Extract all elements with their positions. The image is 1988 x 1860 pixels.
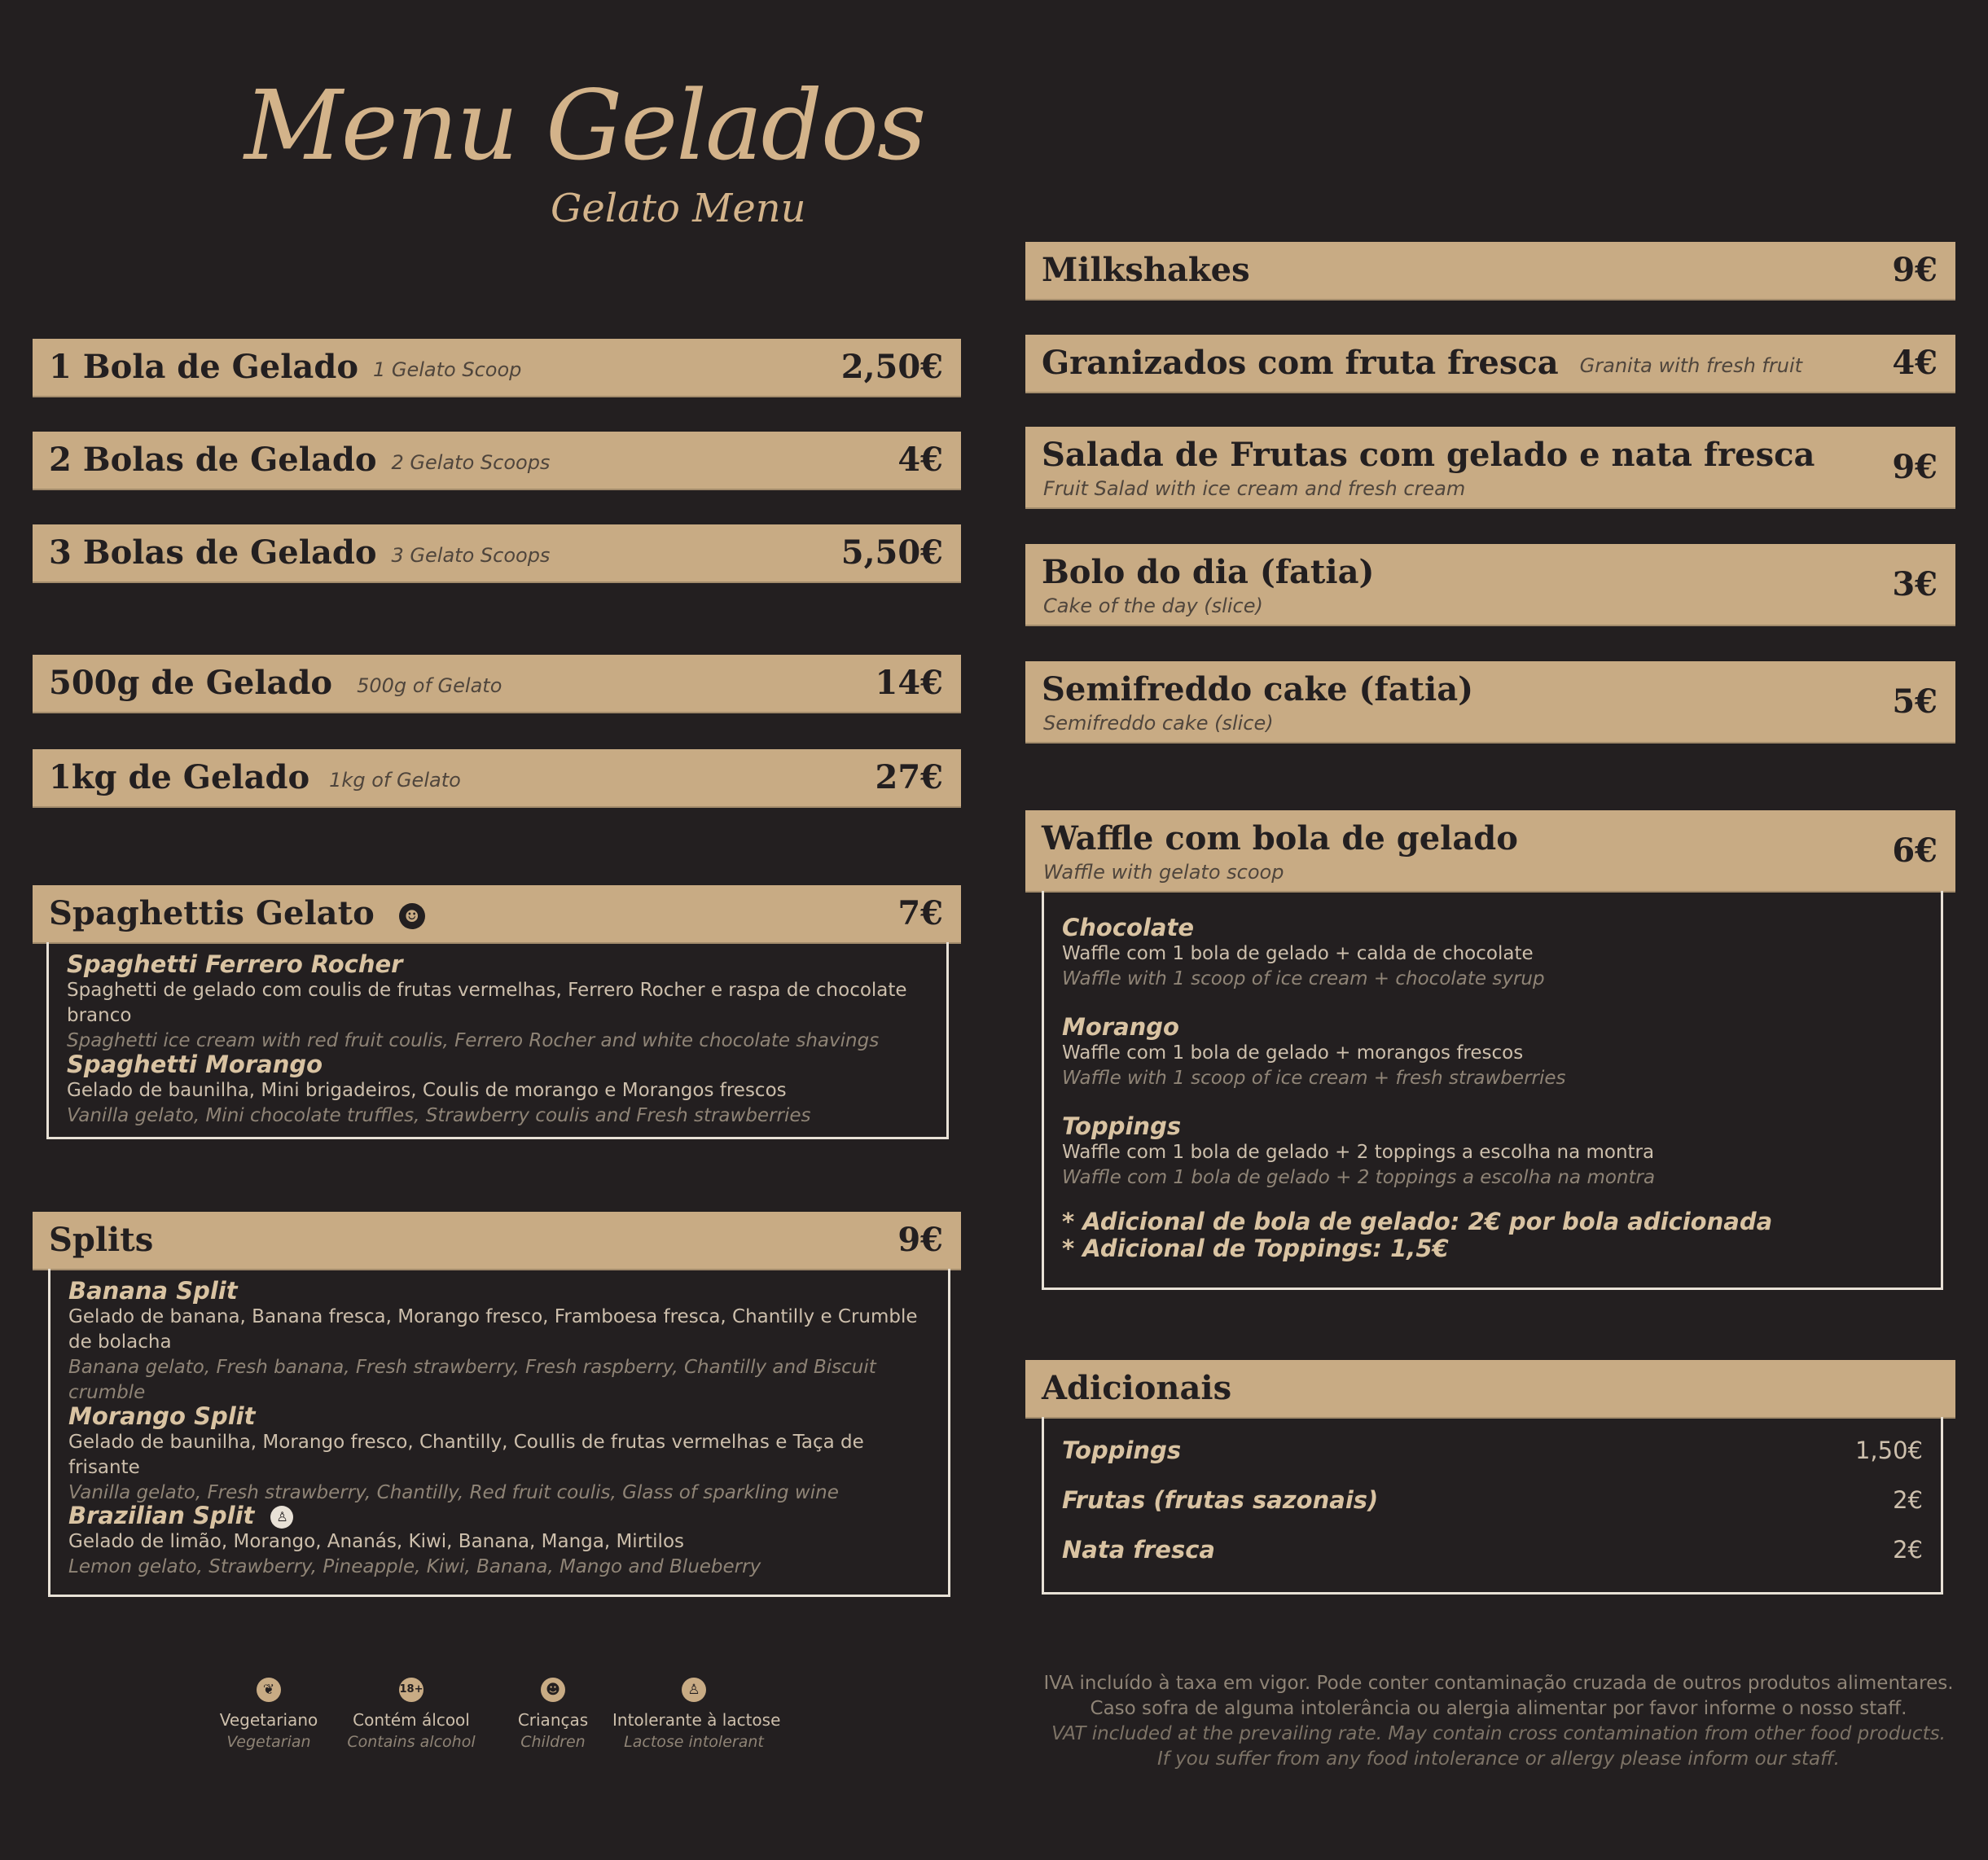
legend-label-pt: Contém álcool [353, 1710, 470, 1730]
spaghettis-box [46, 942, 949, 1139]
section-title: Waffle com bola de gelado [1042, 819, 1518, 858]
item-name: 3 Bolas de Gelado [49, 533, 377, 572]
item-name: 500g de Gelado [49, 664, 333, 702]
item-name: Bolo do dia (fatia) [1042, 553, 1375, 591]
menu-item-3-bolas [33, 524, 961, 581]
menu-title: Menu Gelados [244, 69, 925, 182]
section-title: Adicionais [1042, 1369, 1232, 1407]
item-description-en: Waffle with 1 scoop of ice cream + fresh strawberries [1062, 1068, 1566, 1089]
item-description-en: Waffle with 1 scoop of ice cream + chocolate syrup [1062, 968, 1545, 989]
addon-price: 2€ [1893, 1486, 1923, 1514]
disclaimer-pt-line-2: Caso sofra de alguma intolerância ou alergia alimentar por favor informe o nosso staff. [1090, 1698, 1907, 1719]
item-price: 4€ [1892, 344, 1938, 382]
item-name: Granizados com fruta fresca [1042, 344, 1559, 382]
legend-label-en: Children [520, 1733, 586, 1751]
item-title: Brazilian Split [68, 1502, 255, 1529]
child-icon: ☻ [399, 903, 425, 929]
child-icon: ☻ [541, 1678, 565, 1702]
menu-item-granizados [1025, 335, 1955, 392]
item-name: Milkshakes [1042, 251, 1250, 289]
disclaimer-en-line-1: VAT included at the prevailing rate. May contain cross contamination from other food products. [1051, 1723, 1946, 1744]
list-item [67, 1051, 933, 1129]
addon-name: Frutas (frutas sazonais) [1062, 1486, 1379, 1514]
disclaimer [1026, 1671, 1971, 1772]
section-waffle [1025, 810, 1955, 891]
item-title: Chocolate [1062, 914, 1195, 941]
item-name: Salada de Frutas com gelado e nata fresca [1042, 436, 1815, 474]
item-description-pt: Spaghetti de gelado com coulis de frutas vermelhas, Ferrero Rocher e raspa de chocolate branco [67, 980, 907, 1026]
menu-subtitle: Gelato Menu [551, 186, 806, 231]
item-price: 5€ [1892, 682, 1938, 721]
list-item [68, 1402, 935, 1506]
item-name: 2 Bolas de Gelado [49, 441, 377, 479]
legend-label-en: Vegetarian [226, 1733, 311, 1751]
addon-price: 2€ [1893, 1536, 1923, 1564]
item-price: 3€ [1892, 565, 1938, 603]
legend-vegetarian [187, 1678, 350, 1751]
legend-lactose [612, 1678, 781, 1751]
legend-label-pt: Intolerante à lactose [612, 1710, 781, 1730]
item-description-pt: Waffle com 1 bola de gelado + calda de chocolate [1062, 943, 1534, 964]
item-name: Semifreddo cake (fatia) [1042, 670, 1474, 708]
item-description-pt: Gelado de baunilha, Mini brigadeiros, Coulis de morango e Morangos frescos [67, 1080, 787, 1101]
item-english: 1kg of Gelato [329, 769, 461, 792]
section-price: 9€ [897, 1221, 943, 1259]
lactose-intolerant-icon: ♙ [270, 1506, 293, 1529]
item-description-en: Spaghetti ice cream with red fruit coulis, Ferrero Rocher and white chocolate shavings [67, 1030, 880, 1051]
splits-box [48, 1269, 950, 1597]
addon-name: Nata fresca [1062, 1536, 1215, 1564]
section-adicionais [1025, 1360, 1955, 1417]
section-price: 6€ [1892, 831, 1938, 870]
item-description-pt: Waffle com 1 bola de gelado + morangos frescos [1062, 1042, 1524, 1064]
legend-label-pt: Vegetariano [219, 1710, 318, 1730]
lactose-intolerant-icon: ♙ [682, 1678, 706, 1702]
item-description-en: Lemon gelato, Strawberry, Pineapple, Kiwi, Banana, Mango and Blueberry [68, 1556, 761, 1577]
note-extra-scoop: * Adicional de bola de gelado: 2€ por bola adicionada [1062, 1208, 1773, 1235]
menu-item-semifreddo [1025, 661, 1955, 742]
list-item [68, 1277, 935, 1406]
menu-item-500g [33, 655, 961, 712]
item-english: 3 Gelato Scoops [391, 544, 551, 567]
item-price: 4€ [897, 441, 943, 479]
section-english: Waffle with gelato scoop [1043, 861, 1284, 884]
item-price: 9€ [1892, 448, 1938, 486]
menu-item-milkshakes [1025, 242, 1955, 299]
waffle-box [1042, 891, 1943, 1290]
legend-label-en: Contains alcohol [347, 1733, 476, 1751]
section-spaghettis [33, 885, 961, 942]
waffle-notes [1062, 1209, 1772, 1262]
item-english: 2 Gelato Scoops [391, 451, 551, 474]
list-item [1062, 914, 1928, 992]
item-english: Fruit Salad with ice cream and fresh cream [1043, 477, 1466, 500]
item-english: Cake of the day (slice) [1043, 594, 1263, 617]
menu-item-salada [1025, 427, 1955, 507]
menu-item-2-bolas [33, 432, 961, 489]
item-description-pt: Gelado de banana, Banana fresca, Morango fresco, Framboesa fresca, Chantilly e Crumble de bolacha [68, 1306, 918, 1353]
vegetarian-icon: ❦ [257, 1678, 281, 1702]
item-title: Banana Split [68, 1277, 238, 1305]
item-title: Morango Split [68, 1402, 256, 1430]
item-price: 27€ [875, 758, 943, 796]
section-price: 7€ [897, 894, 943, 932]
item-english: 500g of Gelato [357, 674, 502, 697]
adicionais-box [1042, 1417, 1943, 1595]
item-english: 1 Gelato Scoop [373, 358, 522, 381]
menu-item-1-bola [33, 339, 961, 396]
legend-label-pt: Crianças [517, 1710, 589, 1730]
legend-alcohol [330, 1678, 493, 1751]
list-item [68, 1502, 935, 1580]
addon-row [1062, 1536, 1923, 1568]
item-description-en: Vanilla gelato, Fresh strawberry, Chantilly, Red fruit coulis, Glass of sparkling wine [68, 1482, 839, 1503]
disclaimer-pt-line-1: IVA incluído à taxa em vigor. Pode conter contaminação cruzada de outros produtos alimentares. [1043, 1673, 1954, 1694]
addon-row [1062, 1437, 1923, 1469]
addon-price: 1,50€ [1854, 1437, 1923, 1464]
item-english: Granita with fresh fruit [1579, 354, 1803, 377]
item-title: Spaghetti Ferrero Rocher [67, 950, 403, 978]
addon-row [1062, 1486, 1923, 1519]
menu-item-bolo [1025, 544, 1955, 625]
item-price: 14€ [875, 664, 943, 702]
item-english: Semifreddo cake (slice) [1043, 712, 1274, 735]
item-description-pt: Gelado de baunilha, Morango fresco, Chantilly, Coullis de frutas vermelhas e Taça de frisante [68, 1432, 864, 1478]
menu-item-1kg [33, 749, 961, 806]
section-splits [33, 1212, 961, 1269]
legend-children [472, 1678, 634, 1751]
item-name: 1 Bola de Gelado [49, 348, 358, 386]
item-title: Toppings [1062, 1112, 1182, 1140]
list-item [67, 950, 933, 1054]
section-title: Splits [49, 1221, 154, 1259]
item-name: 1kg de Gelado [49, 758, 310, 796]
section-title: Spaghettis Gelato [49, 894, 375, 932]
item-price: 5,50€ [840, 533, 943, 572]
item-description-en: Vanilla gelato, Mini chocolate truffles, Strawberry coulis and Fresh strawberries [67, 1105, 811, 1126]
item-title: Spaghetti Morango [67, 1051, 323, 1078]
note-extra-toppings: * Adicional de Toppings: 1,5€ [1062, 1235, 1449, 1262]
item-price: 2,50€ [840, 348, 943, 386]
item-price: 9€ [1892, 251, 1938, 289]
item-title: Morango [1062, 1013, 1179, 1041]
legend-label-en: Lactose intolerant [624, 1733, 764, 1751]
item-description-en: Waffle com 1 bola de gelado + 2 toppings a escolha na montra [1062, 1167, 1656, 1188]
item-description-pt: Waffle com 1 bola de gelado + 2 toppings a escolha na montra [1062, 1142, 1655, 1163]
disclaimer-en-line-2: If you suffer from any food intolerance or allergy please inform our staff. [1156, 1748, 1840, 1770]
addon-name: Toppings [1062, 1437, 1182, 1464]
list-item [1062, 1112, 1928, 1191]
list-item [1062, 1013, 1928, 1091]
alcohol-18-icon: 18+ [399, 1678, 423, 1702]
item-description-pt: Gelado de limão, Morango, Ananás, Kiwi, Banana, Manga, Mirtilos [68, 1531, 685, 1552]
item-description-en: Banana gelato, Fresh banana, Fresh strawberry, Fresh raspberry, Chantilly and Biscuit crumble [68, 1357, 876, 1403]
